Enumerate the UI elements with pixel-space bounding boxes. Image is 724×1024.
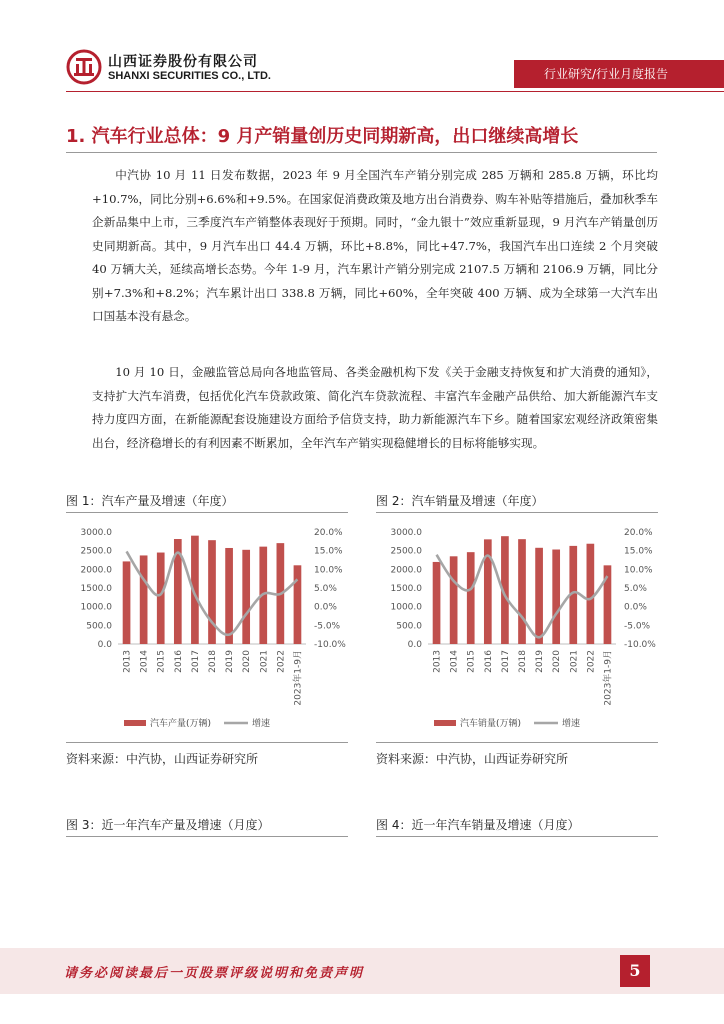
figure-4-top-line: [376, 836, 658, 837]
y-left-tick-label: 2500.0: [80, 546, 112, 557]
y-left-tick-label: 1000.0: [80, 602, 112, 613]
x-tick-label: 2016: [173, 650, 184, 673]
figure-2-top-line: [376, 512, 658, 513]
footer-disclaimer[interactable]: 请务必阅读最后一页股票评级说明和免责声明: [64, 966, 365, 981]
x-tick-label: 2021: [259, 650, 270, 673]
bar: [225, 548, 233, 644]
x-tick-label: 2018: [208, 650, 218, 673]
y-right-tick-label: 0.0%: [314, 602, 337, 613]
y-right-tick-label: 10.0%: [624, 565, 653, 576]
bar: [587, 544, 595, 644]
figure-4-caption: 图 4：近一年汽车销量及增速（月度）: [376, 818, 580, 832]
y-left-tick-label: 1000.0: [390, 602, 422, 613]
x-tick-label: 2013: [122, 650, 133, 673]
report-type-tag: 行业研究/行业月度报告: [514, 60, 724, 88]
x-tick-label: 2014: [449, 650, 460, 673]
y-right-tick-label: 20.0%: [624, 528, 653, 538]
y-left-tick-label: 500.0: [396, 621, 422, 632]
y-right-tick-label: 10.0%: [314, 565, 343, 576]
y-right-tick-label: 20.0%: [314, 528, 343, 538]
x-tick-label: 2019: [535, 650, 546, 673]
paragraph-2: 10 月 10 日，金融监管总局向各地监管局、各类金融机构下发《关于金融支持恢复和扩大消费的通知》，支持扩大汽车消费，包括优化汽车贷款政策、简化汽车贷款流程、丰富汽车金融产品供给、加大新能源汽车支持力度四方面，在新能源配套设施建设方面给予信贷支持，助力新能源汽车下乡。随着国家宏观经济政策密集出台，经济稳增长的有利因素不断累加，全年汽车产销实现稳健增长的目标将能够实现。: [92, 365, 658, 450]
y-right-tick-label: 5.0%: [624, 584, 647, 594]
y-left-tick-label: 1500.0: [390, 584, 422, 594]
y-left-tick-label: 0.0: [407, 640, 422, 650]
bar: [123, 561, 131, 644]
bar: [140, 555, 148, 644]
figure-2-caption: 图 2：汽车销量及增速（年度）: [376, 494, 544, 508]
x-tick-label: 2020: [552, 650, 563, 673]
section-title: 1. 汽车行业总体：9 月产销量创历史同期新高，出口继续高增长: [66, 126, 579, 147]
x-tick-label: 2023年1-9月: [603, 650, 614, 706]
company-name-cn: 山西证券股份有限公司: [108, 54, 258, 70]
x-tick-label: 2017: [190, 650, 201, 673]
x-tick-label: 2019: [225, 650, 236, 673]
legend-bar-label: 汽车产量(万辆): [150, 719, 212, 729]
y-right-tick-label: -5.0%: [314, 621, 341, 632]
bar: [450, 556, 458, 644]
bar: [467, 552, 475, 644]
figure-1-source: 资料来源：中汽协，山西证券研究所: [66, 752, 259, 766]
legend-line-label: 增速: [252, 719, 271, 729]
y-right-tick-label: 0.0%: [624, 602, 647, 613]
x-tick-label: 2020: [242, 650, 253, 673]
x-tick-label: 2022: [586, 650, 597, 673]
production-chart: [66, 518, 348, 740]
header-divider: [66, 91, 724, 92]
figure-2-bottom-line: [376, 742, 658, 743]
figure-1-caption: 图 1：汽车产量及增速（年度）: [66, 494, 234, 508]
x-tick-label: 2014: [139, 650, 150, 673]
x-tick-label: 2018: [518, 650, 528, 673]
y-left-tick-label: 500.0: [86, 621, 112, 632]
bar: [535, 548, 543, 644]
x-tick-label: 2016: [483, 650, 494, 673]
legend-line-label: 增速: [562, 719, 581, 729]
page-number: 5: [620, 955, 650, 987]
x-tick-label: 2022: [276, 650, 287, 673]
x-tick-label: 2023年1-9月: [293, 650, 304, 706]
figure-3-caption: 图 3：近一年汽车产量及增速（月度）: [66, 818, 270, 832]
company-name-en: SHANXI SECURITIES CO., LTD.: [108, 70, 271, 82]
bar: [433, 562, 441, 644]
bar: [208, 540, 216, 644]
paragraph-1: 中汽协 10 月 11 日发布数据，2023 年 9 月全国汽车产销分别完成 285 万辆和 285.8 万辆，环比均+10.7%，同比分别+6.6%和+9.5%。在国家促消费政策及地方出台消费券、购车补贴等措施后，叠加秋季车企新品集中上市，三季度汽车产销整体表现好于预期。同时，“金九银十”效应重新显现，9 月汽车产销量创历史同期新高。其中，9 月汽车出口 44.4 万辆，环比+8.8%，同比+47.7%，我国汽车出口连续 2 个月突破 40 万辆大关，延续高增长态势。今年 1-9 月，汽车累计产销分别完成 2107.5 万辆和 2106.9 万辆，同比分别+7.3%和+8.2%；汽车累计出口 338.8 万辆，同比+60%，全年突破 400 万辆、成为全球第一大汽车出口国基本没有悬念。: [92, 168, 658, 323]
sales-chart: [376, 518, 658, 740]
x-tick-label: 2021: [569, 650, 580, 673]
figure-1-bottom-line: [66, 742, 348, 743]
y-left-tick-label: 3000.0: [390, 528, 422, 538]
x-tick-label: 2017: [500, 650, 511, 673]
y-right-tick-label: 5.0%: [314, 584, 337, 594]
section-divider: [66, 152, 657, 153]
legend-bar-label: 汽车销量(万辆): [460, 719, 522, 729]
y-right-tick-label: -10.0%: [314, 640, 346, 650]
bar: [294, 565, 302, 644]
x-tick-label: 2015: [466, 650, 477, 673]
figure-2-source: 资料来源：中汽协，山西证券研究所: [376, 752, 569, 766]
x-tick-label: 2013: [432, 650, 443, 673]
bar: [518, 539, 526, 644]
y-left-tick-label: 0.0: [97, 640, 112, 650]
bar: [552, 550, 560, 644]
y-left-tick-label: 1500.0: [80, 584, 112, 594]
y-left-tick-label: 2000.0: [390, 565, 422, 576]
y-right-tick-label: -5.0%: [624, 621, 651, 632]
x-tick-label: 2015: [156, 650, 167, 673]
y-left-tick-label: 2500.0: [390, 546, 422, 557]
bar: [157, 553, 165, 644]
y-right-tick-label: 15.0%: [314, 546, 343, 557]
bar: [242, 550, 250, 644]
y-left-tick-label: 2000.0: [80, 565, 112, 576]
legend-bar-swatch: [124, 720, 146, 726]
y-right-tick-label: -10.0%: [624, 640, 656, 650]
y-left-tick-label: 3000.0: [80, 528, 112, 538]
figure-3-top-line: [66, 836, 348, 837]
figure-1-top-line: [66, 512, 348, 513]
y-right-tick-label: 15.0%: [624, 546, 653, 557]
legend-bar-swatch: [434, 720, 456, 726]
company-logo: [66, 49, 102, 85]
